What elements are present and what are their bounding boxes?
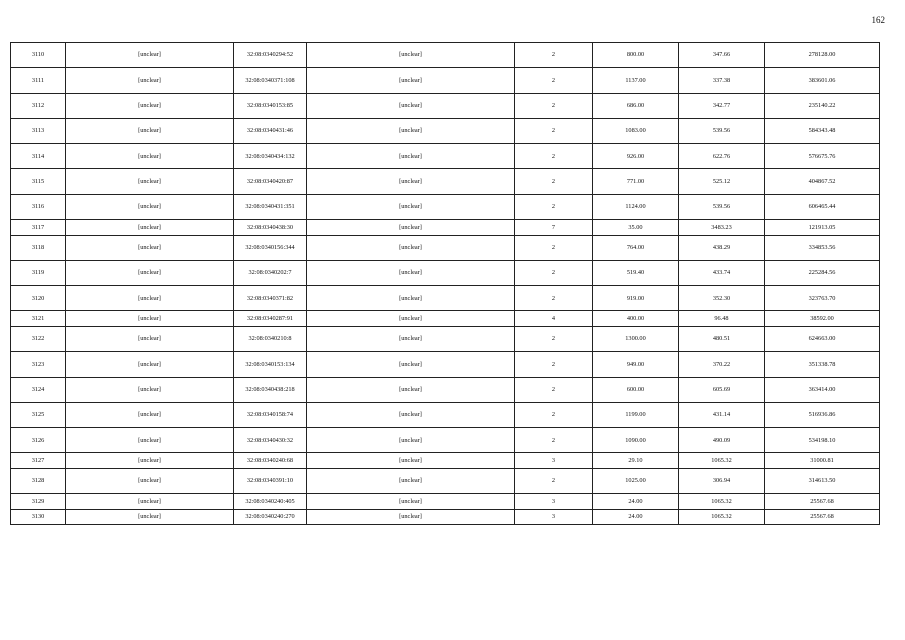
land-use-cell: [unclear] [307,402,515,427]
table-row [11,326,880,351]
row-number-cell: 3115 [11,169,66,194]
area-cell: 949.00 [593,352,679,377]
group-cell: 2 [515,43,593,68]
specific-value-cell: 3483.23 [679,220,765,236]
cadastral-value-cell: 606465.44 [765,194,880,219]
table-row [11,144,880,169]
land-use-cell: [unclear] [307,311,515,327]
land-use-cell: [unclear] [307,194,515,219]
row-number-cell: 3129 [11,494,66,510]
area-cell: 1137.00 [593,68,679,93]
table-row [11,43,880,68]
land-use-cell: [unclear] [307,468,515,493]
address-cell: [unclear] [66,509,234,525]
cadastral-number-cell: 32:08:0340438:218 [234,377,307,402]
land-use-cell: [unclear] [307,494,515,510]
cadastral-number-cell: 32:08:0340391:10 [234,468,307,493]
group-cell: 2 [515,377,593,402]
specific-value-cell: 337.38 [679,68,765,93]
cadastral-value-cell: 624663.00 [765,326,880,351]
address-cell: [unclear] [66,311,234,327]
table-row [11,169,880,194]
specific-value-cell: 525.12 [679,169,765,194]
row-number-cell: 3119 [11,260,66,285]
address-cell: [unclear] [66,194,234,219]
row-number-cell: 3117 [11,220,66,236]
group-cell: 3 [515,453,593,469]
land-use-cell: [unclear] [307,286,515,311]
specific-value-cell: 539.56 [679,194,765,219]
table-row [11,93,880,118]
cadastral-value-cell: 383601.06 [765,68,880,93]
specific-value-cell: 433.74 [679,260,765,285]
specific-value-cell: 347.66 [679,43,765,68]
group-cell: 2 [515,402,593,427]
land-use-cell: [unclear] [307,144,515,169]
land-use-cell: [unclear] [307,169,515,194]
specific-value-cell: 480.51 [679,326,765,351]
specific-value-cell: 306.94 [679,468,765,493]
group-cell: 2 [515,260,593,285]
area-cell: 1025.00 [593,468,679,493]
land-use-cell: [unclear] [307,260,515,285]
land-use-cell: [unclear] [307,453,515,469]
area-cell: 771.00 [593,169,679,194]
specific-value-cell: 490.09 [679,428,765,453]
address-cell: [unclear] [66,43,234,68]
table-row [11,377,880,402]
row-number-cell: 3121 [11,311,66,327]
area-cell: 1199.00 [593,402,679,427]
address-cell: [unclear] [66,68,234,93]
specific-value-cell: 605.69 [679,377,765,402]
address-cell: [unclear] [66,220,234,236]
specific-value-cell: 1065.32 [679,509,765,525]
group-cell: 2 [515,468,593,493]
group-cell: 2 [515,118,593,143]
page-number: 162 [871,15,885,25]
row-number-cell: 3130 [11,509,66,525]
specific-value-cell: 96.48 [679,311,765,327]
group-cell: 7 [515,220,593,236]
address-cell: [unclear] [66,260,234,285]
row-number-cell: 3126 [11,428,66,453]
area-cell: 1300.00 [593,326,679,351]
cadastral-number-cell: 32:08:0340240:270 [234,509,307,525]
land-use-cell: [unclear] [307,118,515,143]
row-number-cell: 3127 [11,453,66,469]
cadastral-value-cell: 38592.00 [765,311,880,327]
cadastral-value-cell: 534198.10 [765,428,880,453]
group-cell: 2 [515,428,593,453]
land-use-cell: [unclear] [307,326,515,351]
cadastral-value-cell: 404867.52 [765,169,880,194]
land-use-cell: [unclear] [307,352,515,377]
group-cell: 2 [515,68,593,93]
group-cell: 3 [515,494,593,510]
land-use-cell: [unclear] [307,68,515,93]
table-row [11,235,880,260]
row-number-cell: 3124 [11,377,66,402]
group-cell: 2 [515,286,593,311]
row-number-cell: 3123 [11,352,66,377]
area-cell: 926.00 [593,144,679,169]
cadastral-number-cell: 32:08:0340158:74 [234,402,307,427]
cadastral-value-cell: 121913.05 [765,220,880,236]
area-cell: 1124.00 [593,194,679,219]
cadastral-value-cell: 235140.22 [765,93,880,118]
row-number-cell: 3118 [11,235,66,260]
row-number-cell: 3122 [11,326,66,351]
cadastral-number-cell: 32:08:0340438:30 [234,220,307,236]
cadastral-value-cell: 576675.76 [765,144,880,169]
group-cell: 3 [515,509,593,525]
specific-value-cell: 352.30 [679,286,765,311]
table-row [11,352,880,377]
address-cell: [unclear] [66,118,234,143]
row-number-cell: 3112 [11,93,66,118]
land-use-cell: [unclear] [307,377,515,402]
cadastral-number-cell: 32:08:0340210:8 [234,326,307,351]
group-cell: 2 [515,352,593,377]
cadastral-value-cell: 516936.86 [765,402,880,427]
land-use-cell: [unclear] [307,93,515,118]
table-row [11,286,880,311]
specific-value-cell: 431.14 [679,402,765,427]
area-cell: 919.00 [593,286,679,311]
cadastral-number-cell: 32:08:0340434:132 [234,144,307,169]
table-row [11,468,880,493]
land-use-cell: [unclear] [307,235,515,260]
cadastral-value-cell: 225284.56 [765,260,880,285]
table-row [11,453,880,469]
address-cell: [unclear] [66,144,234,169]
cadastral-number-cell: 32:08:0340431:351 [234,194,307,219]
cadastral-value-cell: 323763.70 [765,286,880,311]
specific-value-cell: 1065.32 [679,494,765,510]
table-row [11,311,880,327]
cadastral-value-cell: 31000.81 [765,453,880,469]
group-cell: 2 [515,93,593,118]
row-number-cell: 3114 [11,144,66,169]
land-use-cell: [unclear] [307,509,515,525]
table-body [11,43,880,525]
group-cell: 2 [515,235,593,260]
area-cell: 519.40 [593,260,679,285]
row-number-cell: 3111 [11,68,66,93]
table-row [11,220,880,236]
specific-value-cell: 438.29 [679,235,765,260]
cadastral-value-cell: 25567.68 [765,494,880,510]
table-row [11,494,880,510]
table-row [11,260,880,285]
specific-value-cell: 342.77 [679,93,765,118]
cadastral-number-cell: 32:08:0340420:87 [234,169,307,194]
area-cell: 29.10 [593,453,679,469]
cadastral-number-cell: 32:08:0340287:91 [234,311,307,327]
area-cell: 1083.00 [593,118,679,143]
row-number-cell: 3120 [11,286,66,311]
group-cell: 4 [515,311,593,327]
cadastral-number-cell: 32:08:0340240:68 [234,453,307,469]
area-cell: 600.00 [593,377,679,402]
land-use-cell: [unclear] [307,43,515,68]
land-use-cell: [unclear] [307,220,515,236]
address-cell: [unclear] [66,468,234,493]
cadastral-value-cell: 351338.78 [765,352,880,377]
area-cell: 24.00 [593,494,679,510]
address-cell: [unclear] [66,494,234,510]
land-registry-table [10,42,880,525]
address-cell: [unclear] [66,377,234,402]
address-cell: [unclear] [66,93,234,118]
area-cell: 764.00 [593,235,679,260]
table-row [11,68,880,93]
area-cell: 24.00 [593,509,679,525]
land-use-cell: [unclear] [307,428,515,453]
cadastral-number-cell: 32:08:0340202:7 [234,260,307,285]
cadastral-number-cell: 32:08:0340371:108 [234,68,307,93]
group-cell: 2 [515,194,593,219]
table-row [11,402,880,427]
address-cell: [unclear] [66,428,234,453]
address-cell: [unclear] [66,169,234,194]
address-cell: [unclear] [66,235,234,260]
area-cell: 1090.00 [593,428,679,453]
table-row [11,509,880,525]
group-cell: 2 [515,169,593,194]
specific-value-cell: 622.76 [679,144,765,169]
cadastral-value-cell: 25567.68 [765,509,880,525]
cadastral-number-cell: 32:08:0340371:82 [234,286,307,311]
cadastral-number-cell: 32:08:0340431:46 [234,118,307,143]
cadastral-number-cell: 32:08:0340153:85 [234,93,307,118]
specific-value-cell: 1065.32 [679,453,765,469]
table-row [11,118,880,143]
cadastral-number-cell: 32:08:0340430:32 [234,428,307,453]
area-cell: 35.00 [593,220,679,236]
address-cell: [unclear] [66,453,234,469]
cadastral-number-cell: 32:08:0340156:344 [234,235,307,260]
address-cell: [unclear] [66,402,234,427]
cadastral-number-cell: 32:08:0340153:134 [234,352,307,377]
cadastral-value-cell: 363414.00 [765,377,880,402]
area-cell: 800.00 [593,43,679,68]
row-number-cell: 3125 [11,402,66,427]
cadastral-number-cell: 32:08:0340240:405 [234,494,307,510]
group-cell: 2 [515,144,593,169]
specific-value-cell: 370.22 [679,352,765,377]
address-cell: [unclear] [66,326,234,351]
row-number-cell: 3113 [11,118,66,143]
table-row [11,428,880,453]
cadastral-value-cell: 278128.00 [765,43,880,68]
address-cell: [unclear] [66,286,234,311]
group-cell: 2 [515,326,593,351]
cadastral-value-cell: 314613.50 [765,468,880,493]
cadastral-value-cell: 584343.48 [765,118,880,143]
area-cell: 400.00 [593,311,679,327]
row-number-cell: 3110 [11,43,66,68]
row-number-cell: 3128 [11,468,66,493]
row-number-cell: 3116 [11,194,66,219]
address-cell: [unclear] [66,352,234,377]
table-row [11,194,880,219]
cadastral-value-cell: 334853.56 [765,235,880,260]
specific-value-cell: 539.56 [679,118,765,143]
area-cell: 686.00 [593,93,679,118]
cadastral-number-cell: 32:08:0340294:52 [234,43,307,68]
